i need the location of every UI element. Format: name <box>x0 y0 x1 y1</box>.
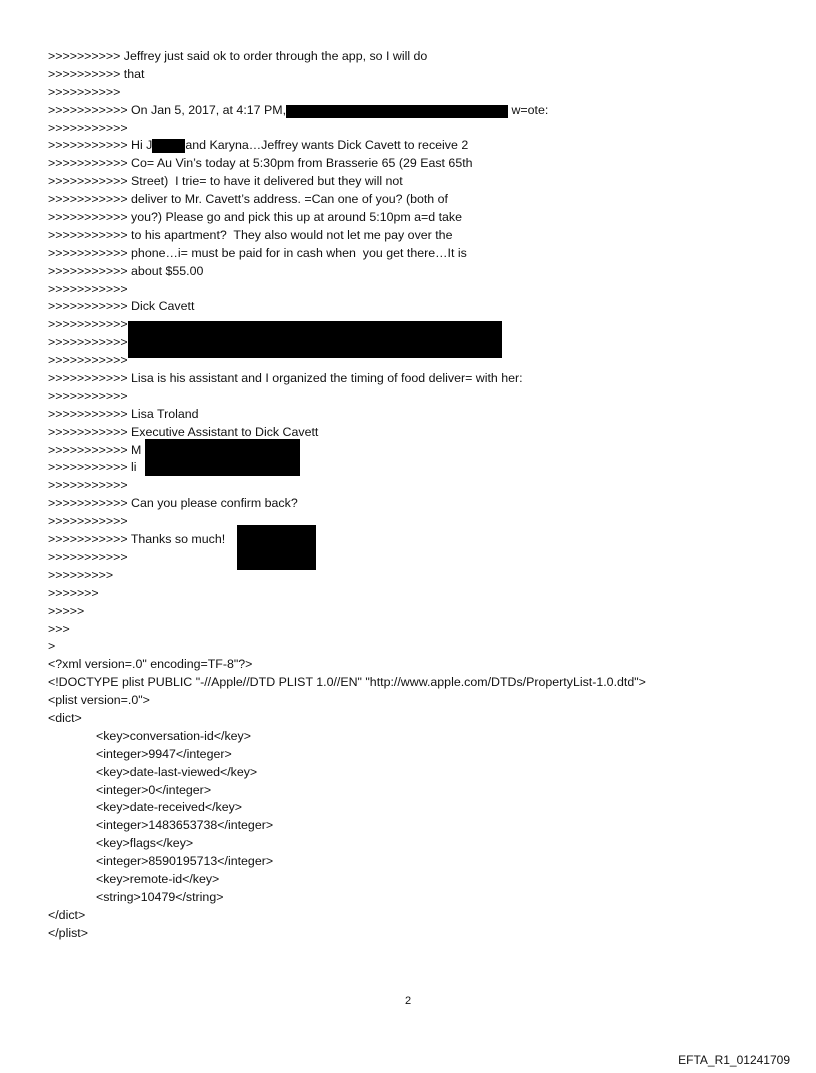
xml-line: <key>date-received</key> <box>96 800 243 815</box>
text-line: > <box>48 639 56 654</box>
xml-line: <key>flags</key> <box>96 836 194 851</box>
text-line: >>>>>>>>>>> Can you please confirm back? <box>48 496 298 511</box>
page-number: 2 <box>404 995 412 1007</box>
text-line: >>>>>>>>>>> phone…i= must be paid for in cash when you get there…It is <box>48 245 467 260</box>
text-segment: and Karyna…Jeffrey wants Dick Cavett to receive 2 <box>185 138 469 153</box>
xml-line: <plist version=.0"> <box>48 693 150 708</box>
text-line: >>>>>>>>>> Jeffrey just said ok to order through the app, so I will do <box>48 49 428 63</box>
text-line: >>>>>>>>>>> about $55.00 <box>48 263 204 278</box>
text-line: >>>>>>>>>>> Street) I trie= to have it delivered but they will not <box>48 174 403 189</box>
xml-line: <integer>0</integer> <box>96 782 212 797</box>
text-segment: >>>>>>>>>>> On Jan 5, 2017, at 4:17 PM, <box>48 102 287 117</box>
document-body <box>48 48 788 943</box>
text-line: >>>>>>>>>>> <box>48 478 128 493</box>
text-line: >>>>>>>>>>> Co= Au Vin’s today at 5:30pm from Brasserie 65 (29 East 65th <box>48 156 473 171</box>
xml-line: <?xml version=.0" encoding=TF-8"?> <box>48 657 253 672</box>
text-line: >>> <box>48 621 70 636</box>
text-line: >>>>>>>>>>> <box>48 335 128 350</box>
xml-line: <integer>8590195713</integer> <box>96 854 274 869</box>
text-line: >>>>>>>>>>> <box>48 120 128 135</box>
redaction-block <box>152 139 185 153</box>
text-line: >>>>>>>>>>> Executive Assistant to Dick Cavett <box>48 424 319 439</box>
text-line: >>>>>>>>>>> <box>48 353 128 368</box>
redaction-block-address <box>128 321 502 358</box>
text-line: >>>>>>>>>>> Lisa is his assistant and I organized the timing of food deliver= with her: <box>48 371 523 386</box>
redaction-block-signature <box>237 525 316 570</box>
text-line: >>>>>>> <box>48 585 99 600</box>
xml-line: <string>10479</string> <box>96 889 224 904</box>
text-line: >>>>>>>>>>> Lisa Troland <box>48 406 199 421</box>
xml-line: <!DOCTYPE plist PUBLIC "-//Apple//DTD PLIST 1.0//EN" "http://www.apple.com/DTDs/PropertyList-1.0.dtd"> <box>48 675 646 690</box>
text-line: >>>>>>>>>>> <box>48 388 128 403</box>
text-line: >>>>>>>>>>> M <box>48 442 142 457</box>
text-line: >>>>>>>>>>> li <box>48 460 137 475</box>
text-line: >>>>>>>>>>> <box>48 514 128 529</box>
text-line-redacted-name <box>48 137 788 155</box>
text-line: >>>>> <box>48 603 85 618</box>
text-line: >>>>>>>>>> <box>48 84 121 99</box>
text-segment: w=ote: <box>508 102 549 117</box>
text-line: >>>>>>>>>>> <box>48 317 128 332</box>
xml-line: <integer>9947</integer> <box>96 746 232 761</box>
bates-number: EFTA_R1_01241709 <box>678 1053 790 1067</box>
xml-line: <integer>1483653738</integer> <box>96 818 274 833</box>
xml-line: <key>conversation-id</key> <box>96 728 251 743</box>
text-line: >>>>>>>>>>> deliver to Mr. Cavett’s address. =Can one of you? (both of <box>48 192 448 207</box>
text-line-redacted-sender <box>48 102 788 120</box>
text-line: >>>>>>>>>> that <box>48 66 145 81</box>
text-line: >>>>>>>>> <box>48 567 114 582</box>
xml-line: </dict> <box>48 907 86 922</box>
text-line: >>>>>>>>>>> you?) Please go and pick this up at around 5:10pm a=d take <box>48 210 463 225</box>
xml-line: <key>date-last-viewed</key> <box>96 764 258 779</box>
xml-line: <key>remote-id</key> <box>96 871 220 886</box>
text-line: >>>>>>>>>>> Dick Cavett <box>48 299 195 314</box>
text-line: >>>>>>>>>>> <box>48 549 128 564</box>
text-line: >>>>>>>>>>> Thanks so much! <box>48 532 226 547</box>
text-segment: >>>>>>>>>>> Hi J <box>48 138 153 153</box>
xml-line: </plist> <box>48 925 88 940</box>
redaction-block-contact <box>145 439 300 476</box>
text-line: >>>>>>>>>>> to his apartment? They also would not let me pay over the <box>48 227 453 242</box>
text-line: >>>>>>>>>>> <box>48 281 128 296</box>
xml-line: <dict> <box>48 710 82 725</box>
redaction-block <box>286 105 508 118</box>
